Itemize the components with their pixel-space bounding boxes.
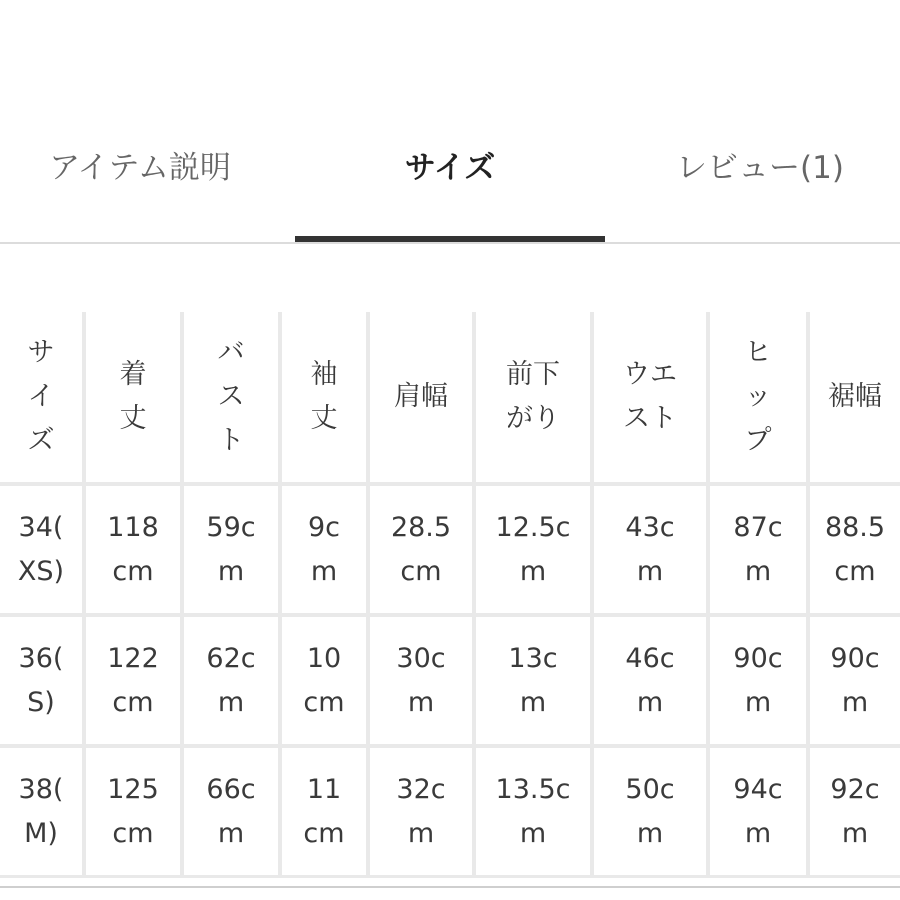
tab-review[interactable]: レビュー(1): [676, 150, 844, 186]
table-cell: [86, 617, 180, 744]
cell-value: 66c m: [206, 773, 256, 849]
cell-value: 62c m: [206, 642, 256, 718]
cell-value: 30c m: [396, 642, 446, 718]
cell-value: 11 cm: [303, 773, 345, 849]
header-label: 肩幅: [394, 381, 448, 412]
cell-value: 87c m: [733, 511, 783, 587]
table-cell: [810, 486, 900, 613]
table-cell: [476, 617, 590, 744]
table-cell: [710, 486, 806, 613]
cell-value: 43c m: [625, 511, 675, 587]
table-cell: [0, 486, 82, 613]
cell-value: 32c m: [396, 773, 446, 849]
cell-value: 36( S): [18, 642, 64, 718]
cell-value: 88.5 cm: [824, 511, 886, 587]
table-cell: [184, 748, 278, 875]
table-header-cell: [710, 312, 806, 482]
cell-value: 38( M): [18, 773, 64, 849]
table-cell: [810, 617, 900, 744]
table-header-cell: [282, 312, 366, 482]
table-cell: [594, 617, 706, 744]
cell-value: 46c m: [625, 642, 675, 718]
tab-item-description[interactable]: アイテム説明: [49, 150, 231, 186]
table-header-cell: [810, 312, 900, 482]
table-cell: [710, 617, 806, 744]
table-cell: [370, 617, 472, 744]
size-table: [0, 312, 900, 878]
tab-size[interactable]: サイズ: [404, 150, 496, 186]
header-label: 袖 丈: [310, 359, 338, 434]
header-label: 着 丈: [119, 359, 147, 434]
table-header-cell: [184, 312, 278, 482]
table-cell: [594, 486, 706, 613]
table-cell: [810, 748, 900, 875]
cell-value: 118 cm: [107, 511, 159, 587]
cell-value: 9c m: [307, 511, 341, 587]
cell-value: 13c m: [508, 642, 558, 718]
table-cell: [86, 748, 180, 875]
table-cell: [0, 617, 82, 744]
header-label: ウエ スト: [623, 359, 677, 434]
table-cell: [282, 486, 366, 613]
table-header-cell: [86, 312, 180, 482]
tab-bar: [0, 0, 900, 244]
table-cell: [282, 748, 366, 875]
table-header-cell: [476, 312, 590, 482]
table-cell: [282, 617, 366, 744]
cell-value: 90c m: [830, 642, 880, 718]
divider: [0, 886, 900, 888]
cell-value: 59c m: [206, 511, 256, 587]
table-cell: [710, 748, 806, 875]
table-header-cell: [594, 312, 706, 482]
table-header-cell: [370, 312, 472, 482]
table-cell: [184, 486, 278, 613]
cell-value: 125 cm: [107, 773, 159, 849]
table-header-cell: [0, 312, 82, 482]
cell-value: 122 cm: [107, 642, 159, 718]
cell-value: 28.5 cm: [390, 511, 452, 587]
cell-value: 92c m: [830, 773, 880, 849]
header-label: バ ス ト: [217, 337, 245, 456]
cell-value: 50c m: [625, 773, 675, 849]
table-cell: [476, 748, 590, 875]
header-label: サ イ ズ: [27, 337, 55, 456]
table-cell: [184, 617, 278, 744]
header-label: ヒ ッ プ: [744, 337, 772, 456]
cell-value: 34( XS): [17, 511, 65, 587]
table-cell: [370, 486, 472, 613]
cell-value: 10 cm: [303, 642, 345, 718]
table-cell: [0, 748, 82, 875]
cell-value: 90c m: [733, 642, 783, 718]
header-label: 裾幅: [828, 381, 882, 412]
cell-value: 13.5c m: [495, 773, 571, 849]
active-tab-indicator: [295, 236, 605, 242]
table-cell: [86, 486, 180, 613]
header-label: 前下 がり: [506, 359, 560, 434]
cell-value: 12.5c m: [495, 511, 571, 587]
table-cell: [370, 748, 472, 875]
table-cell: [476, 486, 590, 613]
table-cell: [594, 748, 706, 875]
cell-value: 94c m: [733, 773, 783, 849]
